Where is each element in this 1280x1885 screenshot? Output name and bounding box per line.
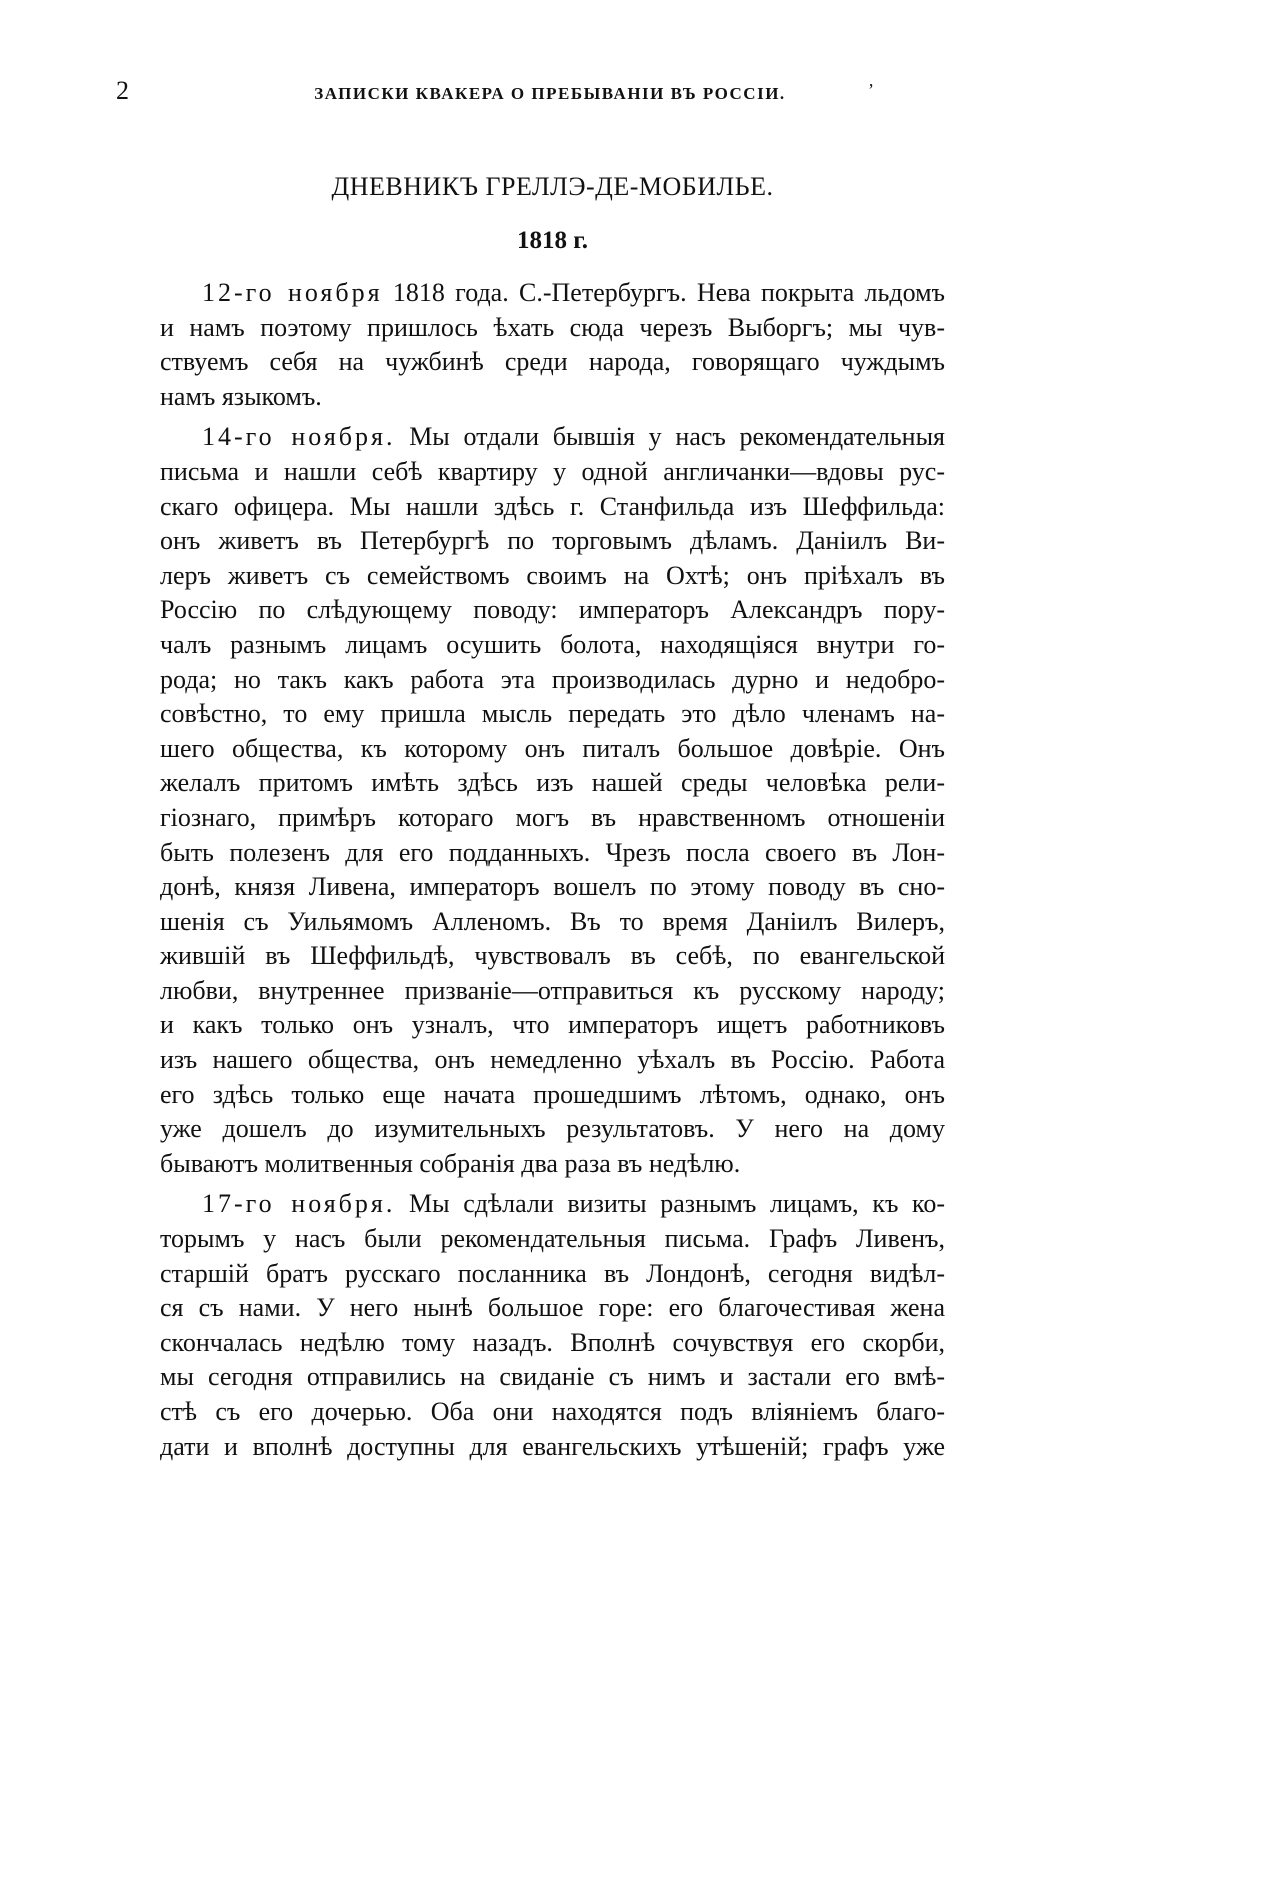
line-text: 1818 года. С.-Петербургъ. Нева покрыта льдомъ xyxy=(382,278,945,307)
entry-date: 12-го ноября xyxy=(202,278,383,307)
line-text: шенія съ Уильямомъ Алленомъ. Въ то время Даніилъ Вилеръ, xyxy=(160,906,945,936)
line-text: онъ живетъ въ Петербургѣ по торговымъ дѣламъ. Даніилъ Ви- xyxy=(160,526,945,556)
text-line xyxy=(160,732,945,767)
line-text: ствуемъ себя на чужбинѣ среди народа, говорящаго чуждымъ xyxy=(160,347,945,377)
line-text: жившій въ Шеффильдѣ, чувствовалъ въ себѣ, по евангельской xyxy=(160,941,945,971)
text-line xyxy=(160,870,945,905)
line-text: и намъ поэтому пришлось ѣхать сюда черезъ Выборгъ; мы чув- xyxy=(160,312,945,342)
text-line xyxy=(160,801,945,836)
line-text: дати и вполнѣ доступны для евангельскихъ утѣшеній; графъ уже xyxy=(160,1431,945,1461)
chapter-year: 1818 г. xyxy=(516,227,589,254)
diary-entry xyxy=(160,1187,945,1464)
text-line xyxy=(160,1291,945,1326)
text-line xyxy=(160,1043,945,1078)
text-line xyxy=(160,939,945,974)
diary-entry xyxy=(160,420,945,1181)
text-line xyxy=(160,1112,945,1147)
entry-date: 17-го ноября. xyxy=(202,1189,396,1219)
line-text: торымъ у насъ были рекомендательныя письма. Графъ Ливенъ, xyxy=(160,1224,945,1254)
text-line xyxy=(160,1360,945,1395)
line-text: любви, внутреннее призваніе—отправиться къ русскому народу; xyxy=(160,975,945,1005)
text-line xyxy=(160,1430,945,1465)
line-text: его здѣсь только еще начата прошедшимъ лѣтомъ, однако, онъ xyxy=(160,1079,945,1109)
text-line xyxy=(160,628,945,663)
line-text: гіознаго, примѣръ котораго могъ въ нравственномъ отношеніи xyxy=(160,802,945,832)
text-line xyxy=(160,1008,945,1043)
text-line xyxy=(160,345,945,380)
text-line xyxy=(160,766,945,801)
line-text: совѣстно, то ему пришла мысль передать это дѣло членамъ на- xyxy=(160,699,945,729)
line-text: Россію по слѣдующему поводу: императоръ Александръ пору- xyxy=(160,595,945,625)
text-line xyxy=(160,380,945,415)
text-line xyxy=(160,524,945,559)
line-text: и какъ только онъ узналъ, что императоръ ищетъ работниковъ xyxy=(160,1010,945,1040)
body-text xyxy=(160,276,945,1470)
text-line xyxy=(160,905,945,940)
text-line xyxy=(160,1147,945,1182)
line-text: стѣ съ его дочерью. Оба они находятся подъ вліяніемъ благо- xyxy=(160,1397,945,1426)
line-text: скаго офицера. Мы нашли здѣсь г. Станфильда изъ Шеффильда: xyxy=(160,491,945,521)
text-line xyxy=(160,276,945,311)
line-text: Мы отдали бывшія у насъ рекомендательныя xyxy=(395,422,945,452)
text-line xyxy=(160,1326,945,1361)
line-text: рода; но такъ какъ работа эта производилась дурно и недобро- xyxy=(160,664,945,694)
line-text: донѣ, князя Ливена, императоръ вошелъ по этому поводу въ сно- xyxy=(160,872,945,902)
print-mark: ’ xyxy=(868,80,874,100)
line-text: Мы сдѣлали визиты разнымъ лицамъ, къ ко- xyxy=(395,1189,945,1219)
line-text: быть полезенъ для его подданныхъ. Чрезъ посла своего въ Лон- xyxy=(160,837,945,867)
text-line xyxy=(160,1078,945,1113)
text-line xyxy=(160,663,945,698)
diary-entry xyxy=(160,276,945,414)
running-head: ЗАПИСКИ КВАКЕРА О ПРЕБЫВАНІИ ВЪ РОССІИ. xyxy=(314,84,786,103)
line-text: уже дошелъ до изумительныхъ результатовъ. У него на дому xyxy=(160,1114,945,1144)
line-text: леръ живетъ съ семействомъ своимъ на Охтѣ; онъ пріѣхалъ въ xyxy=(160,560,945,590)
line-text: письма и нашли себѣ квартиру у одной англичанки—вдовы рус- xyxy=(160,456,945,486)
text-line xyxy=(160,1395,945,1430)
line-text: скончалась недѣлю тому назадъ. Вполнѣ сочувствуя его скорби, xyxy=(160,1327,945,1357)
line-text: ся съ нами. У него нынѣ большое горе: его благочестивая жена xyxy=(160,1293,945,1323)
text-line xyxy=(160,593,945,628)
line-text: шего общества, къ которому онъ питалъ большое довѣріе. Онъ xyxy=(160,733,945,763)
line-text: намъ языкомъ. xyxy=(160,381,322,411)
chapter-title: ДНЕВНИКЪ ГРЕЛЛЭ-ДЕ-МОБИЛЬЕ. xyxy=(331,172,774,201)
text-line xyxy=(160,455,945,490)
text-line xyxy=(160,1187,945,1222)
text-line xyxy=(160,311,945,346)
line-text: чалъ разнымъ лицамъ осушить болота, находящіяся внутри го- xyxy=(160,629,945,659)
text-line xyxy=(160,490,945,525)
line-text: бываютъ молитвенныя собранія два раза въ недѣлю. xyxy=(160,1148,741,1178)
line-text: желалъ притомъ имѣть здѣсь изъ нашей среды человѣка рели- xyxy=(160,768,945,798)
page-number: 2 xyxy=(116,76,129,105)
text-line xyxy=(160,836,945,871)
text-line xyxy=(160,1222,945,1257)
text-line xyxy=(160,697,945,732)
entry-date: 14-го ноября. xyxy=(202,422,396,452)
text-line xyxy=(160,420,945,455)
line-text: старшій братъ русскаго посланника въ Лондонѣ, сегодня видѣл- xyxy=(160,1258,945,1288)
text-line xyxy=(160,1257,945,1292)
line-text: изъ нашего общества, онъ немедленно уѣхалъ въ Россію. Работа xyxy=(160,1045,945,1075)
text-line xyxy=(160,974,945,1009)
line-text: мы сегодня отправились на свиданіе съ нимъ и застали его вмѣ- xyxy=(160,1362,945,1392)
text-line xyxy=(160,559,945,594)
